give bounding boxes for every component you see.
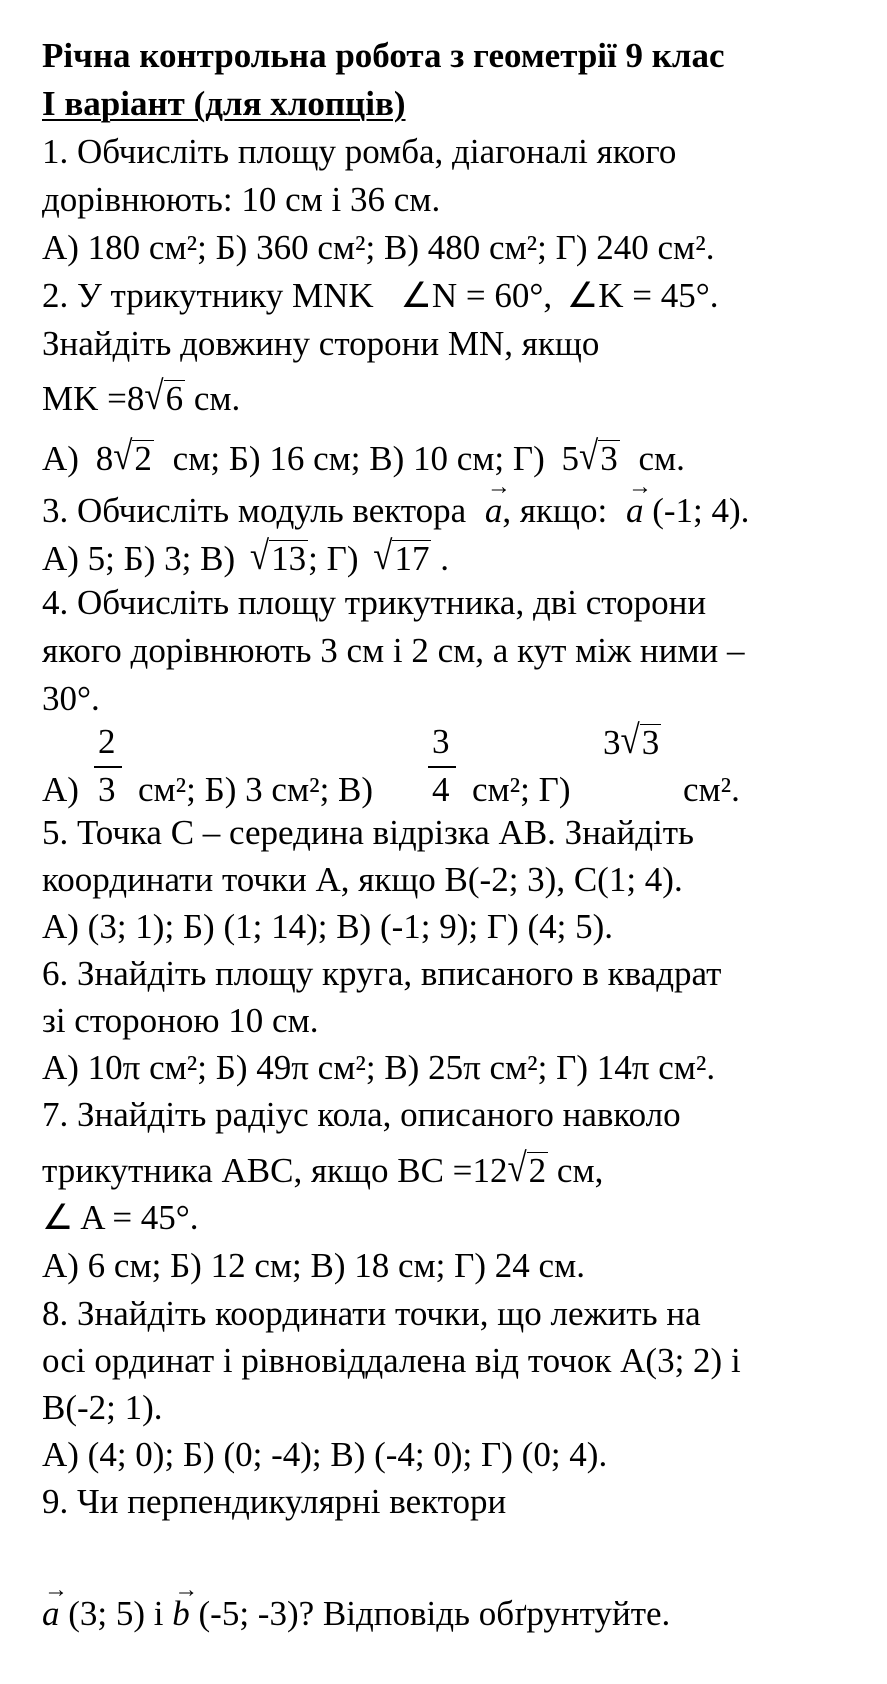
vector-arrow-icon: →	[44, 1577, 68, 1603]
q3-text-line-1	[42, 474, 750, 530]
vector-arrow-icon: →	[174, 1577, 199, 1603]
q2-text-line-1	[42, 278, 719, 313]
q2-ans-a-radicand: 2	[134, 439, 152, 478]
q7-text-line-1: 7. Знайдіть радіус кола, описаного навколо	[42, 1095, 681, 1134]
vector-arrow-icon: →	[627, 474, 652, 500]
angle-icon: ∠	[42, 1198, 74, 1237]
q7-bc-radicand: 2	[528, 1151, 547, 1190]
q3-answers	[42, 533, 449, 579]
q1-text-line-2: дорівнюють: 10 см і 36 см.	[42, 180, 441, 219]
q1-text-line-1: 1. Обчисліть площу ромба, діагоналі якого	[42, 132, 677, 171]
fraction-bar	[428, 766, 456, 768]
q7-answers: А) 6 см; Б) 12 см; В) 18 см; Г) 24 см.	[42, 1246, 585, 1285]
q2-ans-a-label: А)	[42, 439, 79, 478]
q3-text-b: , якщо:	[502, 491, 608, 530]
q5-text-line-1: 5. Точка С – середина відрізка АВ. Знайдіть	[42, 813, 694, 852]
sqrt-icon: √13	[249, 533, 307, 579]
sqrt-icon: √2	[507, 1145, 547, 1191]
q3-ans-end: .	[440, 539, 449, 578]
sqrt-icon: √6	[144, 373, 184, 419]
q4-text-line-1: 4. Обчисліть площу трикутника, дві сторони	[42, 583, 707, 622]
variant-heading: I варіант (для хлопців)	[42, 84, 406, 123]
q4-ans-a-unit: см²; Б) 3 см²; В)	[138, 770, 374, 809]
q9-part-b: (-5; -3)? Відповідь обґрунтуйте.	[198, 1594, 671, 1633]
q3-text-c: (-1; 4).	[652, 491, 750, 530]
q4-frac-c-denominator: 4	[432, 770, 450, 809]
sqrt-icon: √17	[373, 533, 430, 579]
q4-frac-a-numerator: 2	[98, 722, 116, 761]
q4-ans-d-coef: 3	[603, 723, 621, 762]
q8-text-line-3: В(-2; 1).	[42, 1388, 163, 1427]
q2-mk-line	[42, 373, 241, 419]
fraction-bar	[94, 766, 122, 768]
vector-a: → a	[484, 474, 511, 530]
q4-ans-a-label: А)	[42, 770, 79, 809]
q2-ans-mid: см; Б) 16 см; В) 10 см; Г)	[172, 439, 545, 478]
q2-text-line-2: Знайдіть довжину сторони MN, якщо	[42, 324, 600, 363]
q4-text-line-3: 30°.	[42, 679, 100, 718]
q2-answers	[42, 433, 685, 479]
q3-ans-mid: ; Г)	[308, 539, 359, 578]
q6-text-line-1: 6. Знайдіть площу круга, вписаного в квадрат	[42, 954, 722, 993]
vector-b: → b	[172, 1577, 199, 1633]
q6-text-line-2: зі стороною 10 см.	[42, 1001, 319, 1040]
q2-text-a: 2. У трикутнику MNK	[42, 276, 374, 315]
q4-ans-d-unit: см².	[683, 770, 740, 809]
q4-ans-d-value	[603, 717, 661, 763]
q4-frac-c-numerator: 3	[432, 722, 450, 761]
vector-a: → a	[42, 1577, 68, 1633]
q8-text-line-2: осі ординат і рівновіддалена від точок А(3; 2) і	[42, 1341, 741, 1380]
q3-ans-b-radicand: 13	[271, 539, 307, 578]
q4-ans-c-unit: см²; Г)	[472, 770, 571, 809]
q9-text-line-2	[42, 1577, 671, 1633]
page-title: Річна контрольна робота з геометрії 9 клас	[42, 36, 725, 75]
angle-icon: ∠	[566, 276, 599, 315]
q2-angle-n: N = 60°,	[431, 276, 553, 315]
q9-part-a: (3; 5) і	[68, 1594, 164, 1633]
q3-text-a: 3. Обчисліть модуль вектора	[42, 491, 467, 530]
q4-ans-d-radicand: 3	[641, 723, 660, 762]
q2-ans-end: см.	[638, 439, 685, 478]
q9-text-line-1: 9. Чи перпендикулярні вектори	[42, 1482, 507, 1521]
q7-angle-a: A = 45°.	[80, 1198, 199, 1237]
vector-arrow-icon: →	[486, 474, 511, 500]
q1-answers: А) 180 см²; Б) 360 см²; В) 480 см²; Г) 240 см².	[42, 228, 715, 267]
q2-mk-coef: 8	[126, 379, 145, 418]
q8-answers: А) (4; 0); Б) (0; -4); В) (-4; 0); Г) (0; 4).	[42, 1435, 608, 1474]
sqrt-icon: √2	[113, 433, 152, 479]
q7-text-b: см,	[556, 1151, 604, 1190]
q2-angle-k: K = 45°.	[598, 276, 719, 315]
angle-icon: ∠	[400, 276, 432, 315]
q2-ans-a-coef: 8	[95, 439, 114, 478]
q7-bc-coef: 12	[472, 1151, 508, 1190]
sqrt-icon: √3	[579, 433, 618, 479]
q6-answers: А) 10π см²; Б) 49π см²; В) 25π см²; Г) 14π см².	[42, 1048, 716, 1087]
q5-text-line-2: координати точки А, якщо В(-2; 3), С(1; 4).	[42, 860, 683, 899]
q2-mk-label: MK =	[42, 379, 127, 418]
q8-text-line-1: 8. Знайдіть координати точки, що лежить на	[42, 1294, 701, 1333]
vector-a: → a	[625, 474, 652, 530]
sqrt-icon: √3	[620, 717, 660, 763]
q5-answers: А) (3; 1); Б) (1; 14); В) (-1; 9); Г) (4; 5).	[42, 907, 614, 946]
q3-ans-d-radicand: 17	[394, 539, 430, 578]
q2-ans-d-radicand: 3	[600, 439, 618, 478]
q4-frac-a-denominator: 3	[98, 770, 116, 809]
q4-text-line-2: якого дорівнюють 3 см і 2 см, а кут між ними –	[42, 631, 745, 670]
q3-ans-a: А) 5; Б) 3; В)	[42, 539, 236, 578]
q7-text-line-3	[42, 1200, 199, 1235]
q7-text-a: трикутника АВС, якщо ВС =	[42, 1151, 473, 1190]
q7-text-line-2	[42, 1145, 604, 1191]
q2-ans-d-coef: 5	[561, 439, 580, 478]
q2-mk-radicand: 6	[165, 379, 184, 418]
q2-mk-unit: см.	[193, 379, 241, 418]
